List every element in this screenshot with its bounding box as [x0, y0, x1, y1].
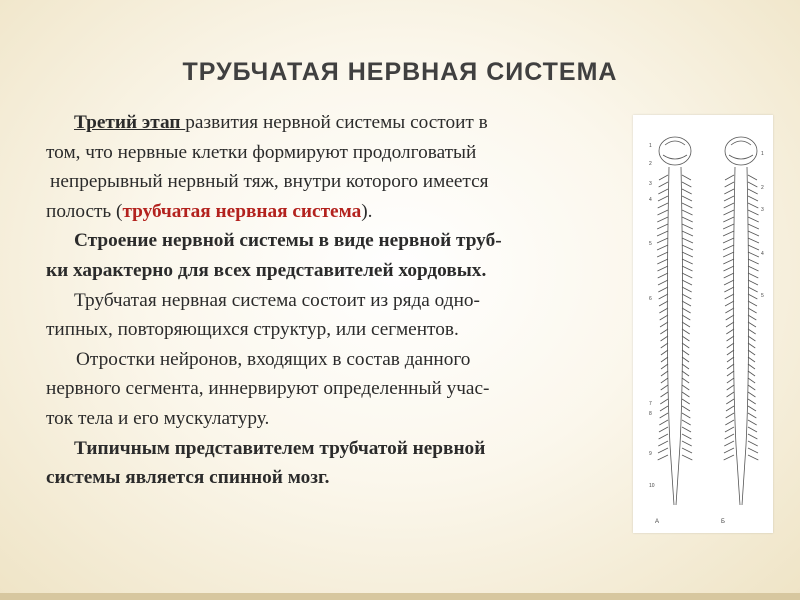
cord-a-segment-nerve	[660, 329, 689, 334]
stage-lead-text: Третий этап	[74, 112, 186, 133]
cord-a-cord-outline	[667, 167, 683, 505]
cord-b-segment-nerve	[726, 399, 755, 404]
figure-label-left: 9	[649, 451, 652, 457]
cord-b-segment-nerve	[726, 315, 757, 320]
cord-a-segment-nerve	[659, 420, 690, 425]
cord-a-segment-nerve	[658, 448, 692, 453]
cord-b-segment-nerve	[726, 322, 756, 327]
para1-line1: Третий этап развития нервной системы состоит в	[74, 112, 488, 133]
spinal-cord-illustration	[633, 115, 773, 533]
cord-a-segment-nerve	[658, 203, 693, 208]
para2-line1: Строение нервной системы в виде нервной труб-	[74, 230, 502, 252]
cord-a-segment-nerve	[658, 189, 691, 194]
para4-line3: ток тела и его мускулатуру.	[46, 407, 270, 429]
cord-b-segment-nerve	[725, 301, 757, 306]
slide-title: ТРУБЧАТАЯ НЕРВНАЯ СИСТЕМА	[182, 58, 618, 86]
cord-b-segment-nerve	[724, 189, 757, 194]
figure-label-right: 1	[761, 151, 764, 157]
cord-a-segment-nerve	[659, 301, 691, 306]
cord-b-segment-nerve	[724, 455, 759, 460]
cord-b-segment-nerve	[723, 210, 758, 215]
cord-b-segment-nerve	[723, 266, 758, 271]
spinal-cord-dorsal-view	[723, 137, 759, 505]
cord-b-segment-nerve	[726, 329, 755, 334]
highlight-term: трубчатая нервная система	[122, 200, 362, 222]
cord-b-segment-nerve	[727, 336, 756, 341]
cord-a-segment-nerve	[658, 273, 693, 278]
cord-b-segment-nerve	[723, 259, 758, 264]
cord-a-segment-nerve	[657, 210, 692, 215]
figure-label-left: 1	[649, 143, 652, 149]
cord-b-segment-nerve	[727, 364, 755, 369]
para1-line4: полость (трубчатая нервная система).	[46, 200, 373, 222]
cord-b-cord-outline	[733, 167, 749, 505]
cord-b-segment-nerve	[727, 385, 756, 390]
figure-label-right: 2	[761, 185, 764, 191]
figure-label-right: 4	[761, 251, 764, 257]
spinal-cord-drawing	[633, 115, 773, 533]
figure-label-left: 10	[649, 483, 655, 489]
cord-a-segment-nerve	[657, 224, 693, 229]
cord-a-segment-nerve	[659, 308, 690, 313]
cord-b-segment-nerve	[727, 392, 756, 397]
cord-b-segment-nerve	[725, 427, 757, 432]
cord-b-segment-nerve	[727, 350, 755, 355]
cord-a-segment-nerve	[658, 441, 691, 446]
cord-b-segment-nerve	[727, 357, 755, 362]
cord-a-segment-nerve	[657, 266, 692, 271]
cord-a-segment-nerve	[661, 357, 689, 362]
figure-label-left: 5	[649, 241, 652, 247]
bottom-accent-bar	[0, 593, 800, 600]
figure-label-left: 3	[649, 181, 652, 187]
cord-a-segment-nerve	[657, 245, 693, 250]
cord-a-segment-nerve	[657, 231, 693, 236]
para4-line2: нервного сегмента, иннервируют определенный учас-	[46, 378, 490, 400]
cord-a-segment-nerve	[657, 259, 692, 264]
cord-a-segment-nerve	[657, 238, 693, 243]
cord-b-segment-nerve	[724, 287, 757, 292]
cord-b-segment-nerve	[725, 434, 758, 439]
cord-a-segment-nerve	[659, 427, 691, 432]
para3-line1: Трубчатая нервная система состоит из ряда одно-	[74, 289, 480, 311]
cord-b-segment-nerve	[723, 224, 759, 229]
figure-label-left: 2	[649, 161, 652, 167]
figure-label-left: 7	[649, 401, 652, 407]
cord-a-segment-nerve	[661, 336, 690, 341]
cord-b-segment-nerve	[726, 413, 757, 418]
cord-a-segment-nerve	[660, 406, 690, 411]
cord-b-segment-nerve	[723, 252, 759, 257]
cord-a-segment-nerve	[658, 196, 692, 201]
cord-a-segment-nerve	[661, 350, 689, 355]
cord-b-segment-nerve	[727, 343, 756, 348]
cord-a-segment-nerve	[658, 455, 693, 460]
cord-b-segment-nerve	[723, 245, 759, 250]
spinal-cord-ventral-view	[657, 137, 693, 505]
cord-a-segment-nerve	[658, 280, 692, 285]
cord-b-segment-nerve	[723, 217, 758, 222]
cord-a-segment-nerve	[660, 322, 690, 327]
para2-line2: ки характерно для всех представителей хордовых.	[46, 259, 487, 281]
cord-b-segment-nerve	[725, 175, 757, 180]
cord-a-segment-nerve	[660, 399, 689, 404]
figure-label-left: 8	[649, 411, 652, 417]
figure-label-right: 3	[761, 207, 764, 213]
cord-a-segment-nerve	[658, 287, 691, 292]
figure-label-left: 4	[649, 197, 652, 203]
slide-body-text	[46, 108, 626, 493]
cord-b-segment-nerve	[724, 196, 758, 201]
cord-b-segment-nerve	[725, 182, 758, 187]
cord-a-segment-nerve	[660, 315, 691, 320]
cord-b-segment-nerve	[725, 294, 758, 299]
figure-label-right: 5	[761, 293, 764, 299]
cord-a-segment-nerve	[659, 294, 692, 299]
para3-line2: типных, повторяющихся структур, или сегментов.	[46, 319, 459, 341]
cord-a-segment-nerve	[661, 385, 690, 390]
cord-b-segment-nerve	[727, 378, 755, 383]
cord-a-segment-nerve	[661, 392, 690, 397]
cord-b-segment-nerve	[724, 441, 757, 446]
cord-b-segment-nerve	[724, 203, 759, 208]
figure-caption-a: A	[655, 519, 660, 525]
para1-line2: том, что нервные клетки формируют продолговатый	[46, 141, 477, 163]
cord-b-segment-nerve	[725, 308, 756, 313]
cord-a-segment-nerve	[659, 175, 691, 180]
cord-a-segment-nerve	[661, 364, 689, 369]
cord-b-brain-folds	[729, 141, 753, 159]
cord-b-segment-nerve	[726, 406, 756, 411]
cord-a-segment-nerve	[661, 378, 689, 383]
cord-a-segment-nerve	[661, 343, 690, 348]
cord-b-segment-nerve	[724, 273, 759, 278]
cord-a-segment-nerve	[659, 182, 692, 187]
cord-a-segment-nerve	[657, 217, 692, 222]
para4-line1: Отростки нейронов, входящих в состав данного	[76, 348, 471, 370]
cord-a-segment-nerve	[657, 252, 693, 257]
cord-b-segment-nerve	[723, 231, 759, 236]
para5-line1: Типичным представителем трубчатой нервной	[74, 437, 486, 459]
para5-line2: системы является спинной мозг.	[46, 467, 330, 489]
cord-b-segment-nerve	[723, 238, 759, 243]
cord-a-segment-nerve	[659, 434, 692, 439]
cord-b-segment-nerve	[725, 420, 756, 425]
cord-b-segment-nerve	[724, 448, 758, 453]
para1-line3: непрерывный нервный тяж, внутри которого имеется	[50, 171, 489, 193]
cord-b-segment-nerve	[724, 280, 758, 285]
cord-a-segment-nerve	[660, 413, 691, 418]
cord-a-brain-folds	[663, 141, 687, 159]
figure-label-left: 6	[649, 296, 652, 302]
figure-caption-b: Б	[721, 519, 725, 525]
cord-b-segment-nerve	[727, 371, 755, 376]
cord-a-segment-nerve	[661, 371, 689, 376]
